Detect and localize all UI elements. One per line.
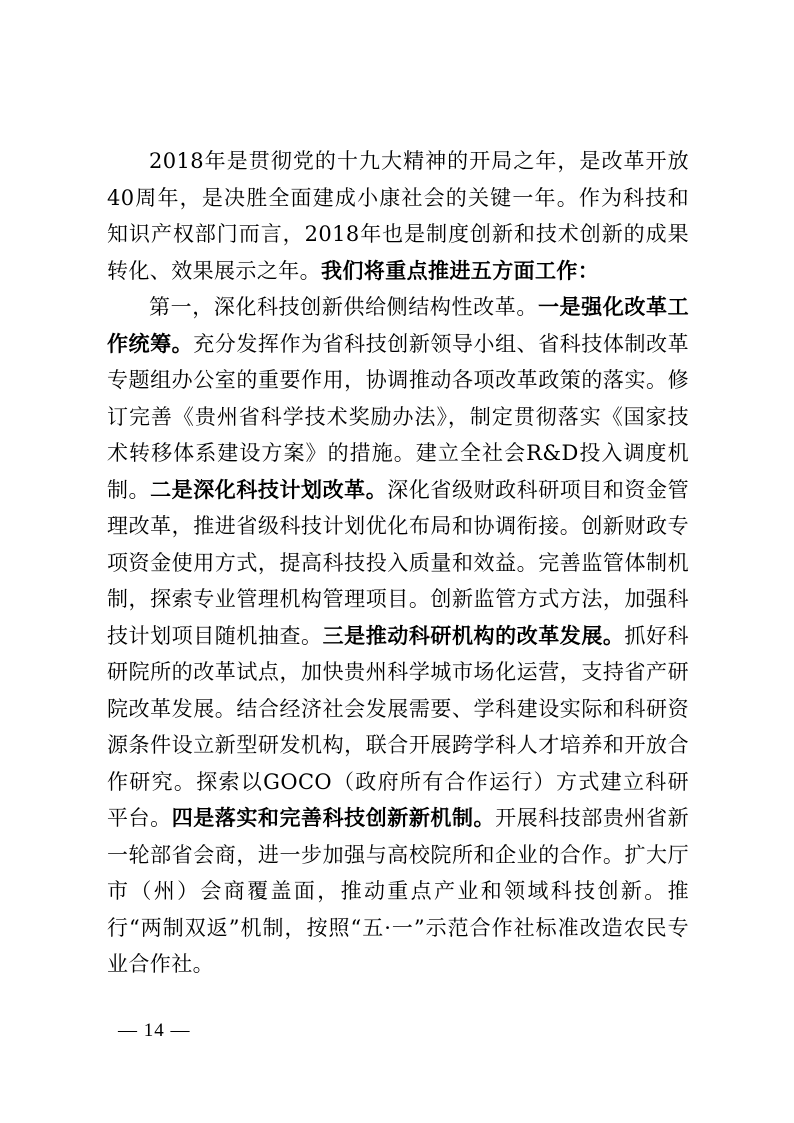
first-task-heading: 第一，深化科技创新供给侧结构性改革。 — [149, 295, 538, 319]
paragraph-first-task — [107, 289, 689, 983]
point-four-heading: 四是落实和完善科技创新新机制。 — [171, 806, 496, 830]
document-body — [107, 143, 689, 983]
point-one-heading: 一是强化改革工作统筹。 — [107, 295, 689, 356]
point-four-text: 开展科技部贵州省新一轮部省会商，进一步加强与高校院所和企业的合作。扩大厅市（州）会商覆盖面，推动重点产业和领域科技创新。推行“两制双返”机制，按照“五·一”示范合作社标准改造农民专业合作社。 — [107, 806, 689, 976]
point-two-heading: 二是深化科技计划改革。 — [150, 477, 388, 502]
intro-bold-summary: 我们将重点推进五方面工作： — [321, 258, 600, 283]
point-two-text: 深化省级财政科研项目和资金管理改革，推进省级科技计划优化布局和协调衔接。创新财政专项资金使用方式，提高科技投入质量和效益。完善监管体制机制，探索专业管理机构管理项目。创新监管方式方法，加强科技计划项目随机抽查。 — [107, 477, 689, 648]
page-number: — 14 — — [118, 1020, 191, 1041]
point-one-text: 充分发挥作为省科技创新领导小组、省科技体制改革专题组办公室的重要作用，协调推动各项改革政策的落实。修订完善《贵州省科学技术奖励办法》，制定贯彻落实《国家技术转移体系建设方案》的措施。建立全社会R&D投入调度机制。 — [107, 331, 689, 502]
point-three-heading: 三是推动科研机构的改革发展。 — [322, 623, 625, 648]
point-three-text: 抓好科研院所的改革试点，加快贵州科学城市场化运营，支持省产研院改革发展。结合经济社会发展需要、学科建设实际和科研资源条件设立新型研发机构，联合开展跨学科人才培养和开放合作研究。探索以GOCO（政府所有合作运行）方式建立科研平台。 — [107, 623, 690, 830]
intro-text: 2018年是贯彻党的十九大精神的开局之年，是改革开放40周年，是决胜全面建成小康社会的关键一年。作为科技和知识产权部门而言，2018年也是制度创新和技术创新的成果转化、效果展示之年。 — [107, 149, 689, 283]
paragraph-intro — [107, 143, 689, 289]
